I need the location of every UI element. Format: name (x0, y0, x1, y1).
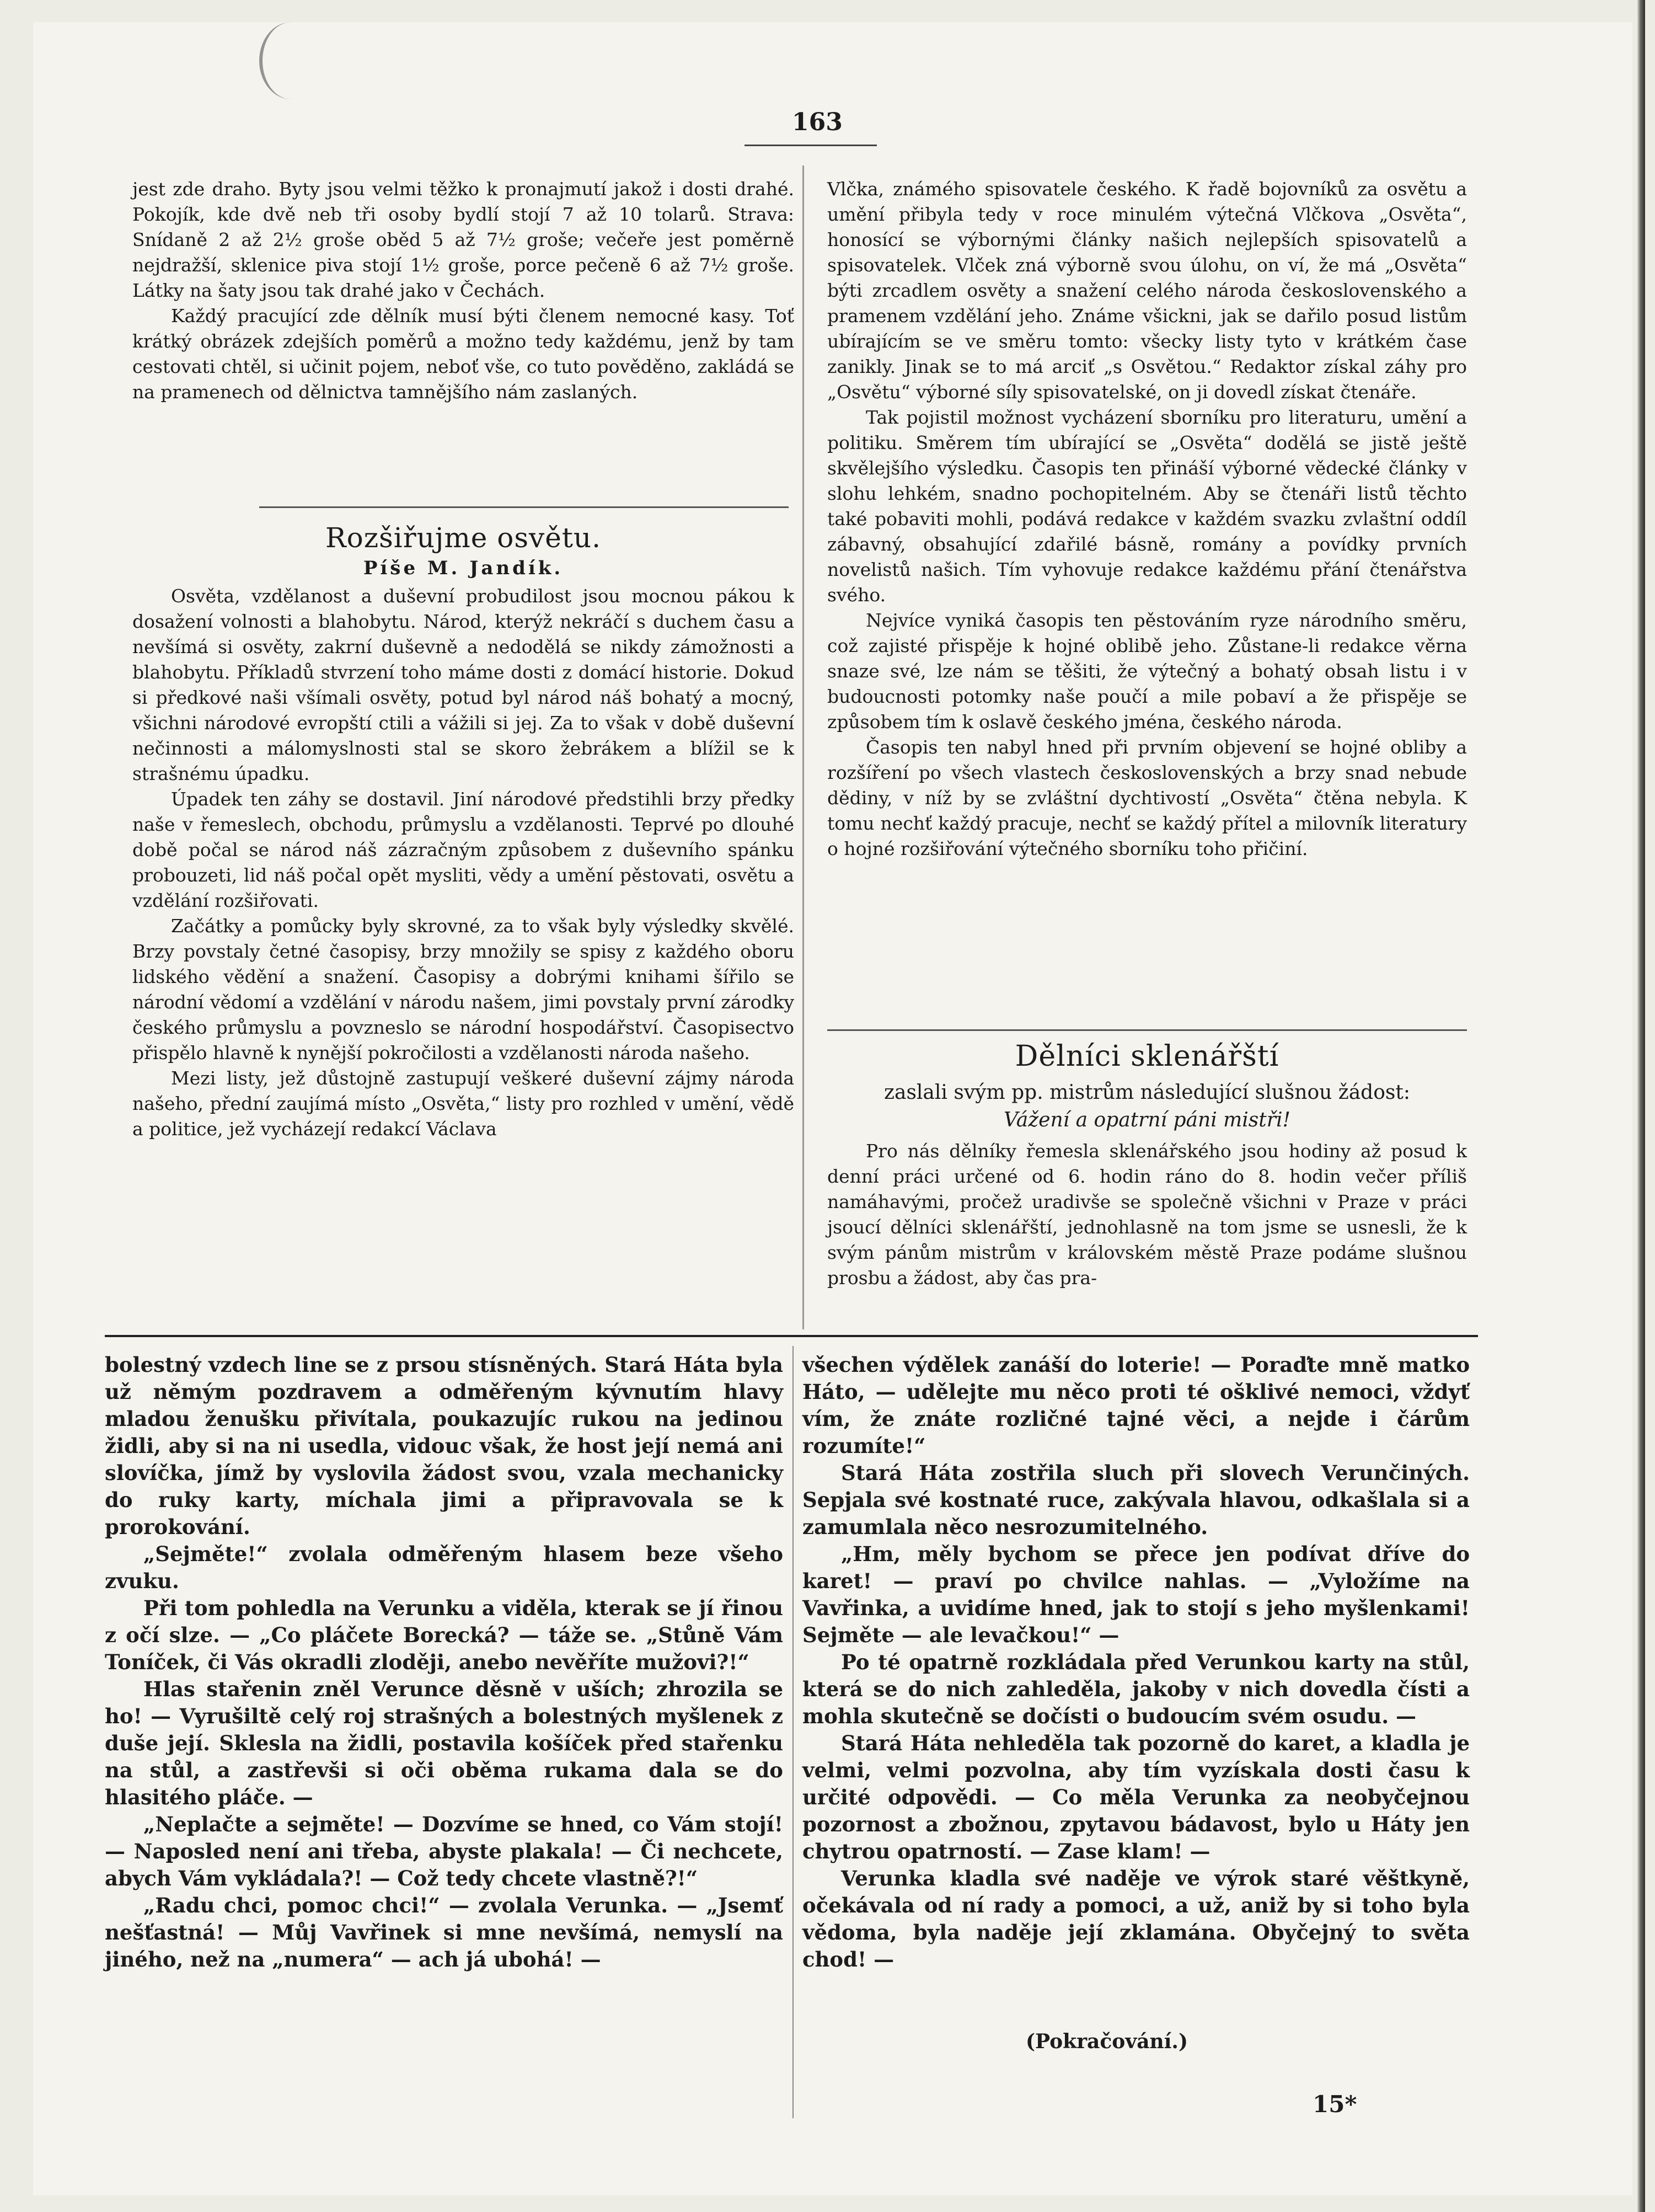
paragraph: Úpadek ten záhy se dostavil. Jiní národové předstihli brzy předky naše v řemeslech, obchodu, průmyslu a vzdělanosti. Teprvé po dlouhé době počal se národ náš zázračným způsobem z duševního spánku probouzeti, lid náš počal opět mysliti, vědy a umění pěstovati, osvětu a vzdělání rozšiřovati. (132, 788, 794, 911)
page-number-rule (745, 145, 877, 146)
article-delnici-body (827, 1139, 1467, 1291)
paragraph: Stará Háta zostřila sluch při slovech Verunčiných. Sepjala své kostnaté ruce, zakývala hlavou, odkašlala si a zamumlala něco nesrozumitelného. (802, 1461, 1470, 1539)
paragraph: všechen výdělek zanáší do loterie! — Poraďte mně matko Háto, — udělejte mu něco proti té ošklivé nemoci, vždyť vím, že znáte rozličné tajné věci, a nejde i čárům rozumíte!“ (802, 1353, 1470, 1458)
salutation: Vážení a opatrní páni mistři! (1004, 1109, 1290, 1131)
article-byline: Píše M. Jandík. (363, 557, 564, 579)
top-left-column (132, 177, 794, 405)
paragraph: „Radu chci, pomoc chci!“ — zvolala Verunka. — „Jsemť nešťastná! — Můj Vavřinek si mne nevšímá, nemyslí na jiného, než na „numera“ — ach já ubohá! — (105, 1893, 783, 1971)
paragraph: Každý pracující zde dělník musí býti členem nemocné kasy. Toť krátký obrázek zdejších poměrů a možno tedy každému, jenž by tam cestovati chtěl, si učinit pojem, neboť vše, co tuto pověděno, zakládá se na pramenech od dělnictva tamnějšího nám zaslaných. (132, 305, 794, 403)
column-divider-bottom (792, 1346, 794, 2118)
paragraph: jest zde draho. Byty jsou velmi těžko k pronajmutí jakož i dosti drahé. Pokojík, kde dvě neb tři osoby bydlí stojí 7 až 10 tolarů. Strava: Snídaně 2 až 2½ groše oběd 5 až 7½ groše; večeře jest poměrně nejdražší, sklenice piva stojí 1½ groše, porce pečeně 6 až 7½ groše. Látky na šaty jsou tak drahé jako v Čechách. (132, 178, 794, 301)
bottom-right-column (802, 1351, 1470, 1973)
paragraph: Při tom pohledla na Verunku a viděla, kterak se jí řinou z očí slze. — „Co pláčete Borecká? — táže se. „Stůně Vám Toníček, či Vás okradli zloději, anebo nevěříte mužovi?!“ (105, 1596, 783, 1674)
scan-edge (1637, 0, 1645, 2212)
paragraph: „Sejměte!“ zvolala odměřeným hlasem beze všeho zvuku. (105, 1542, 783, 1593)
column-divider-top (802, 165, 804, 1329)
paragraph: Stará Háta nehleděla tak pozorně do karet, a kladla je velmi, velmi pozvolna, aby tím vyzískala dosti času k určité odpovědi. — Co měla Verunka za neobyčejnou pozornost a zbožnou, zpytavou bádavost, bylo u Háty jen chytrou opatrností. — Zase klam! — (802, 1731, 1470, 1863)
article-title-osveta: Rozšiřujme osvětu. (325, 522, 602, 554)
paragraph: Osvěta, vzdělanost a duševní probudilost jsou mocnou pákou k dosažení volnosti a blahobytu. Národ, kterýž nekráčí s duchem času a nevšímá si osvěty, zakrní duševně a nedodělá se nikdy zámožnosti a blahobytu. Příkladů stvrzení toho máme dosti z domácí historie. Dokud si předkové naši všímali osvěty, potud byl národ náš bohatý a mocný, všichni národové evropští ctili a vážili si jej. Za to však v době duševní nečinnosti a málomyslnosti stal se skoro žebrákem a blížil se k strašnému úpadku. (132, 585, 794, 784)
top-right-column (827, 177, 1467, 862)
article-subtitle: zaslali svým pp. mistrům následující slušnou žádost: (884, 1081, 1410, 1104)
article-osveta-body (132, 584, 794, 1142)
paragraph: Časopis ten nabyl hned při prvním objevení se hojné obliby a rozšíření po všech vlastech československých a brzy snad nebude dědiny, v níž by se zvláštní dychtivostí „Osvěta“ čtěna nebyla. K tomu nechť každý pracuje, nechť se každý přítel a milovník literatury o hojné rozšiřování výtečného sborníku toho přičiní. (827, 736, 1467, 859)
paragraph: Vlčka, známého spisovatele českého. K řadě bojovníků za osvětu a umění přibyla tedy v roce minulém výtečná Vlčkova „Osvěta“, honosící se výbornými články našich nejlepších spisovatelů a spisovatelek. Vlček zná výborně svou úlohu, on ví, že má „Osvěta“ býti zrcadlem osvěty a snažení celého národa československého a pramenem vzdělání jeho. Známe všickni, jak se dařilo posud listům ubírajícím se ve směru tomto: všecky listy tyto v krátkém čase zanikly. Jinak se to má arciť „s Osvětou.“ Redaktor získal záhy pro „Osvětu“ výborné síly spisovatelské, on ji dovedl získat čtenáře. (827, 178, 1467, 403)
signature-mark: 15* (1313, 2091, 1357, 2118)
paragraph: Mezi listy, jež důstojně zastupují veškeré duševní zájmy národa našeho, přední zaujímá místo „Osvěta,“ listy pro rozhled v umění, vědě a politice, jež vycházejí redakcí Václava (132, 1067, 794, 1140)
paragraph: Verunka kladla své naděje ve výrok staré věštkyně, očekávala od ní rady a pomoci, a už, aniž by si toho byla vědoma, byla naděje její zklamána. Obyčejný to světa chod! — (802, 1866, 1470, 1971)
continued-note: (Pokračování.) (1026, 2030, 1188, 2053)
page-number: 163 (792, 108, 843, 136)
feuilleton-divider (105, 1335, 1478, 1337)
article-title-delnici: Dělníci sklenářští (1015, 1040, 1279, 1073)
paragraph: Začátky a pomůcky byly skrovné, za to však byly výsledky skvělé. Brzy povstaly četné časopisy, brzy množily se spisy z každého oboru lidského vědění a snažení. Časopisy a dobrými knihami šířilo se národní vědomí a vzdělání v národu našem, jimi povstaly první zárodky českého průmyslu a povzneslo se národní hospodářství. Časopisectvo přispělo hlavně k nynější pokročilosti a vzdělanosti národa našeho. (132, 915, 794, 1064)
paragraph: Pro nás dělníky řemesla sklenářského jsou hodiny až posud k denní práci určené od 6. hodin ráno do 8. hodin večer příliš namáhavými, pročež uradivše se společně všichni v Praze v práci jsoucí dělníci sklenářští, jednohlasně na tom jsme se usnesli, že k svým pánům mistrům v královském městě Praze podáme slušnou prosbu a žádost, aby čas pra- (827, 1140, 1467, 1289)
bottom-left-column (105, 1351, 783, 1973)
paragraph: Hlas stařenin zněl Verunce děsně v uších; zhrozila se ho! — Vyrušiltě celý roj strašných a bolestných myšlenek z duše její. Sklesla na židli, postavila košíček před stařenku na stůl, a zastřevši si oči oběma rukama dala se do hlasitého pláče. — (105, 1677, 783, 1809)
paragraph: Po té opatrně rozkládala před Verunkou karty na stůl, která se do nich zahleděla, jakoby v nich dovedla čísti a mohla skutečně se dočísti o budoucím svém osudu. — (802, 1650, 1470, 1728)
paragraph: „Neplačte a sejměte! — Dozvíme se hned, co Vám stojí! — Naposled není ani třeba, abyste plakala! — Či nechcete, abych Vám vykládala?! — Což tedy chcete vlastně?!“ (105, 1812, 783, 1890)
paragraph: „Hm, měly bychom se přece jen podívat dříve do karet! — praví po chvilce nahlas. — „Vyložíme na Vavřinka, a uvidíme hned, jak to stojí s jeho myšlenkami! Sejměte — ale levačkou!“ — (802, 1542, 1470, 1647)
section-rule (827, 1029, 1467, 1031)
paragraph: Nejvíce vyniká časopis ten pěstováním ryze národního směru, což zajisté přispěje k hojné oblibě jeho. Zůstane-li redakce věrna snaze své, lze nám se těšiti, že výtečný a bohatý obsah listu i v budoucnosti potomky naše poučí a mile pobaví a že přispěje se způsobem tím k oslavě českého jména, českého národa. (827, 610, 1467, 733)
paragraph: bolestný vzdech line se z prsou stísněných. Stará Háta byla už němým pozdravem a odměřeným kývnutím hlavy mladou ženušku přivítala, poukazujíc rukou na jedinou židli, aby si na ni usedla, vidouc však, že host její nemá ani slovíčka, jímž by vyslovila žádost svou, vzala mechanicky do ruky karty, míchala jimi a připravovala se k prorokování. (105, 1353, 783, 1539)
ink-smudge (259, 22, 323, 99)
paragraph: Tak pojistil možnost vycházení sborníku pro literaturu, umění a politiku. Směrem tím ubírající se „Osvěta“ dodělá se jistě ještě skvělejšího výsledku. Časopis ten přináší výborné vědecké články v slohu lehkém, snadno pochopitelném. Aby se čtenáři listů těchto také pobaviti mohli, podává redakce v každém svazku zvlaštní oddíl zábavný, obsahující zdařilé básně, romány a povídky prvních novelistů našich. Tím vyhovuje redakce každému přání čtenářstva svého. (827, 407, 1467, 606)
section-rule (259, 506, 789, 508)
